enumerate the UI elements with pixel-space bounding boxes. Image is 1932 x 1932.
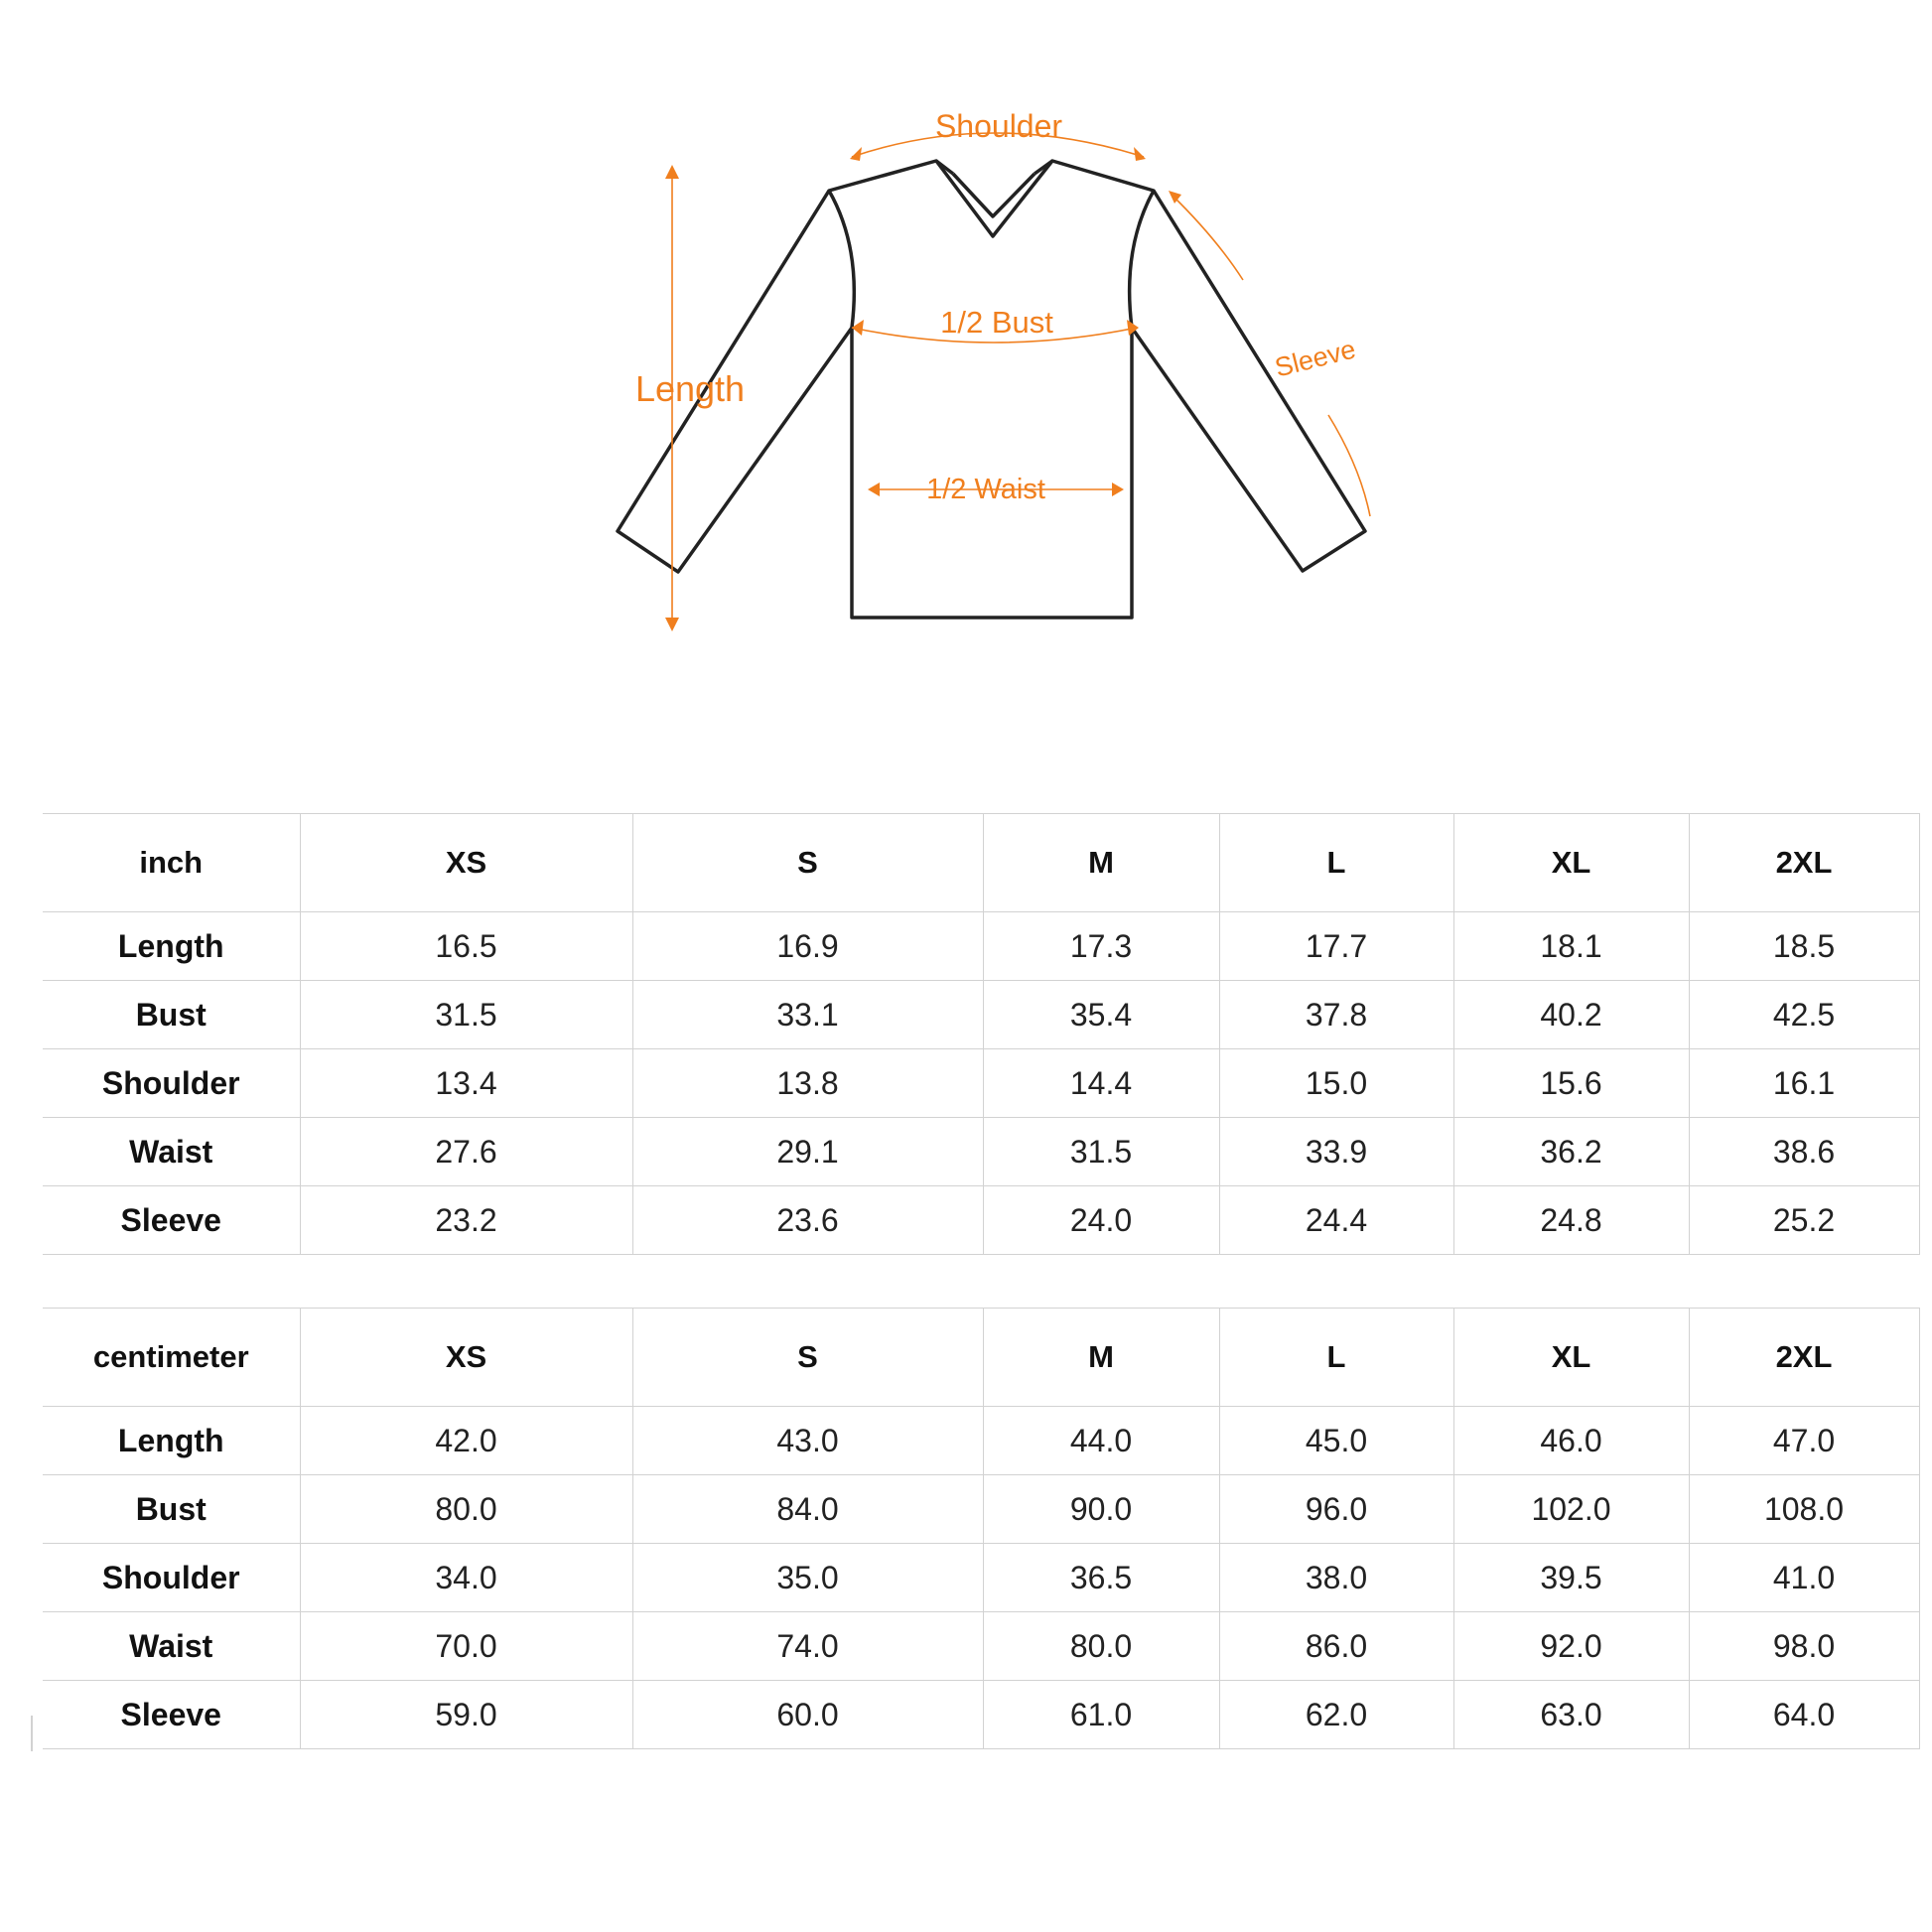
- table-cell: 46.0: [1453, 1407, 1689, 1475]
- unit-header: centimeter: [43, 1309, 300, 1407]
- table-header-row: [43, 814, 1919, 912]
- table-cell: 17.7: [1219, 912, 1453, 981]
- table-cell: 41.0: [1689, 1544, 1919, 1612]
- size-header-l: L: [1219, 814, 1453, 912]
- size-header-l: L: [1219, 1309, 1453, 1407]
- size-table-cm: [43, 1308, 1920, 1749]
- table-cell: 13.8: [632, 1049, 983, 1118]
- row-label-bust: Bust: [43, 981, 300, 1049]
- table-row: [43, 1612, 1919, 1681]
- table-cell: 34.0: [300, 1544, 632, 1612]
- sleeve-label: Sleeve: [1272, 334, 1359, 383]
- table-cell: 98.0: [1689, 1612, 1919, 1681]
- table-cell: 62.0: [1219, 1681, 1453, 1749]
- table-row: [43, 1544, 1919, 1612]
- table-cell: 24.4: [1219, 1186, 1453, 1255]
- table-cell: 80.0: [300, 1475, 632, 1544]
- size-header-2xl: 2XL: [1689, 1309, 1919, 1407]
- table-cell: 38.0: [1219, 1544, 1453, 1612]
- table-cell: 13.4: [300, 1049, 632, 1118]
- table-cell: 96.0: [1219, 1475, 1453, 1544]
- size-header-m: M: [983, 814, 1219, 912]
- row-label-shoulder: Shoulder: [43, 1544, 300, 1612]
- table-cell: 47.0: [1689, 1407, 1919, 1475]
- table-cell: 63.0: [1453, 1681, 1689, 1749]
- table-cell: 35.4: [983, 981, 1219, 1049]
- measurement-guides: [672, 133, 1370, 625]
- size-table-inch: [43, 813, 1920, 1255]
- table-cell: 16.1: [1689, 1049, 1919, 1118]
- table-cell: 43.0: [632, 1407, 983, 1475]
- row-label-sleeve: Sleeve: [43, 1186, 300, 1255]
- table-cell: 92.0: [1453, 1612, 1689, 1681]
- table-cell: 31.5: [983, 1118, 1219, 1186]
- table-header-row: [43, 1309, 1919, 1407]
- row-label-waist: Waist: [43, 1118, 300, 1186]
- row-label-length: Length: [43, 912, 300, 981]
- size-header-xs: XS: [300, 1309, 632, 1407]
- table-cell: 86.0: [1219, 1612, 1453, 1681]
- table-cell: 36.2: [1453, 1118, 1689, 1186]
- table-cell: 24.8: [1453, 1186, 1689, 1255]
- size-header-2xl: 2XL: [1689, 814, 1919, 912]
- table-cell: 80.0: [983, 1612, 1219, 1681]
- table-cell: 35.0: [632, 1544, 983, 1612]
- table-cell: 25.2: [1689, 1186, 1919, 1255]
- table-row: [43, 1681, 1919, 1749]
- table-cell: 16.9: [632, 912, 983, 981]
- row-label-sleeve: Sleeve: [43, 1681, 300, 1749]
- table-cell: 33.9: [1219, 1118, 1453, 1186]
- unit-header: inch: [43, 814, 300, 912]
- table-cell: 31.5: [300, 981, 632, 1049]
- table-cell: 60.0: [632, 1681, 983, 1749]
- size-header-xl: XL: [1453, 814, 1689, 912]
- table-cell: 40.2: [1453, 981, 1689, 1049]
- table-row: [43, 1475, 1919, 1544]
- table-cell: 15.6: [1453, 1049, 1689, 1118]
- table-cell: 16.5: [300, 912, 632, 981]
- row-label-length: Length: [43, 1407, 300, 1475]
- table-cell: 42.5: [1689, 981, 1919, 1049]
- table-cell: 74.0: [632, 1612, 983, 1681]
- table-cell: 70.0: [300, 1612, 632, 1681]
- size-header-xs: XS: [300, 814, 632, 912]
- table-cell: 44.0: [983, 1407, 1219, 1475]
- table-cell: 61.0: [983, 1681, 1219, 1749]
- table-cell: 14.4: [983, 1049, 1219, 1118]
- garment-diagram: [596, 79, 1410, 675]
- table-cell: 24.0: [983, 1186, 1219, 1255]
- row-label-shoulder: Shoulder: [43, 1049, 300, 1118]
- table-row: [43, 1049, 1919, 1118]
- table-row: [43, 912, 1919, 981]
- table-cell: 29.1: [632, 1118, 983, 1186]
- size-header-m: M: [983, 1309, 1219, 1407]
- length-label: Length: [634, 368, 746, 409]
- row-label-bust: Bust: [43, 1475, 300, 1544]
- table-cell: 17.3: [983, 912, 1219, 981]
- table-cell: 45.0: [1219, 1407, 1453, 1475]
- table-cell: 23.6: [632, 1186, 983, 1255]
- table-row: [43, 1186, 1919, 1255]
- size-header-s: S: [632, 814, 983, 912]
- size-header-s: S: [632, 1309, 983, 1407]
- table-cell: 102.0: [1453, 1475, 1689, 1544]
- table-cell: 39.5: [1453, 1544, 1689, 1612]
- table-cell: 15.0: [1219, 1049, 1453, 1118]
- table-row: [43, 1407, 1919, 1475]
- table-border-stub: [31, 1716, 33, 1751]
- table-cell: 36.5: [983, 1544, 1219, 1612]
- shirt-illustration: [596, 79, 1410, 675]
- row-label-waist: Waist: [43, 1612, 300, 1681]
- shoulder-label: Shoulder: [934, 108, 1063, 144]
- table-cell: 27.6: [300, 1118, 632, 1186]
- table-cell: 18.5: [1689, 912, 1919, 981]
- table-cell: 108.0: [1689, 1475, 1919, 1544]
- table-row: [43, 1118, 1919, 1186]
- table-cell: 64.0: [1689, 1681, 1919, 1749]
- table-cell: 37.8: [1219, 981, 1453, 1049]
- table-cell: 38.6: [1689, 1118, 1919, 1186]
- table-cell: 84.0: [632, 1475, 983, 1544]
- table-cell: 23.2: [300, 1186, 632, 1255]
- waist-label: 1/2 Waist: [926, 474, 1045, 505]
- table-cell: 42.0: [300, 1407, 632, 1475]
- table-cell: 59.0: [300, 1681, 632, 1749]
- table-cell: 90.0: [983, 1475, 1219, 1544]
- bust-label: 1/2 Bust: [940, 305, 1053, 340]
- table-cell: 18.1: [1453, 912, 1689, 981]
- table-row: [43, 981, 1919, 1049]
- size-header-xl: XL: [1453, 1309, 1689, 1407]
- table-cell: 33.1: [632, 981, 983, 1049]
